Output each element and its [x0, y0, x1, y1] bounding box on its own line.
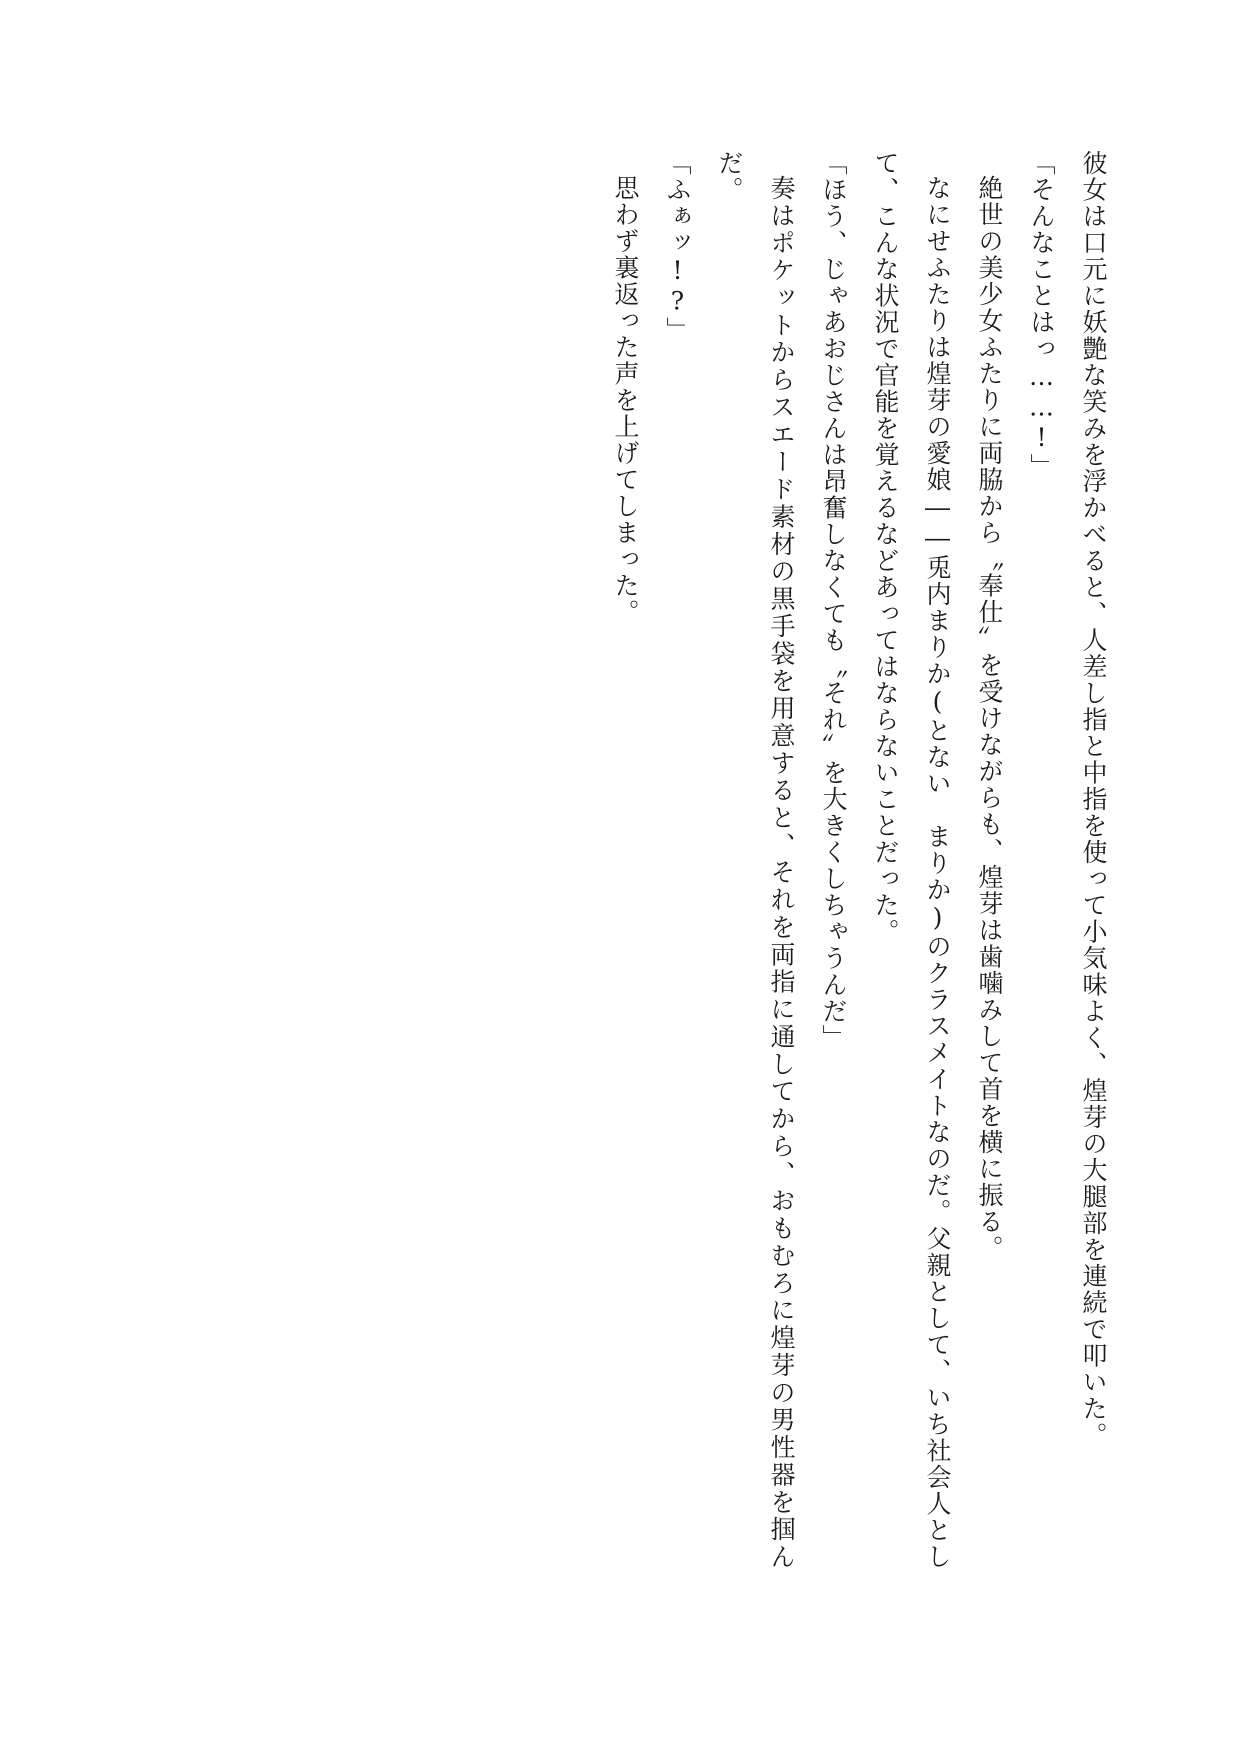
paragraph: 思わず裏返った声を上げてしまった。: [611, 175, 640, 626]
paragraph: 「ふぁッ!?」: [663, 150, 692, 344]
paragraph: 奏はポケットからスエード素材の黒手袋を用意すると、それを両指に通してから、おもむろに煌芽の男性器を掴んだ。: [715, 150, 796, 1570]
novel-body-text: [159, 150, 1119, 1570]
paragraph: 「そんなことはっ……!」: [1027, 150, 1056, 480]
paragraph: 絶世の美少女ふたりに両脇から〝奉仕〟を受けながらも、煌芽は歯噛みして首を横に振る。: [975, 175, 1004, 1262]
paragraph: 「ほう、じゃあおじさんは昂奮しなくても〝それ〟を大きくしちゃうんだ」: [819, 150, 848, 1051]
paragraph: 彼女は口元に妖艶な笑みを浮かべると、人差し指と中指を使って小気味よく、煌芽の大腿部を連続で叩いた。: [1079, 150, 1108, 1449]
paragraph: なにせふたりは煌芽の愛娘――兎内まりか(とない まりか)のクラスメイトなのだ。父親として、いち社会人として、こんな状況で官能を覚えるなどあってはならないことだった。: [871, 150, 952, 1570]
